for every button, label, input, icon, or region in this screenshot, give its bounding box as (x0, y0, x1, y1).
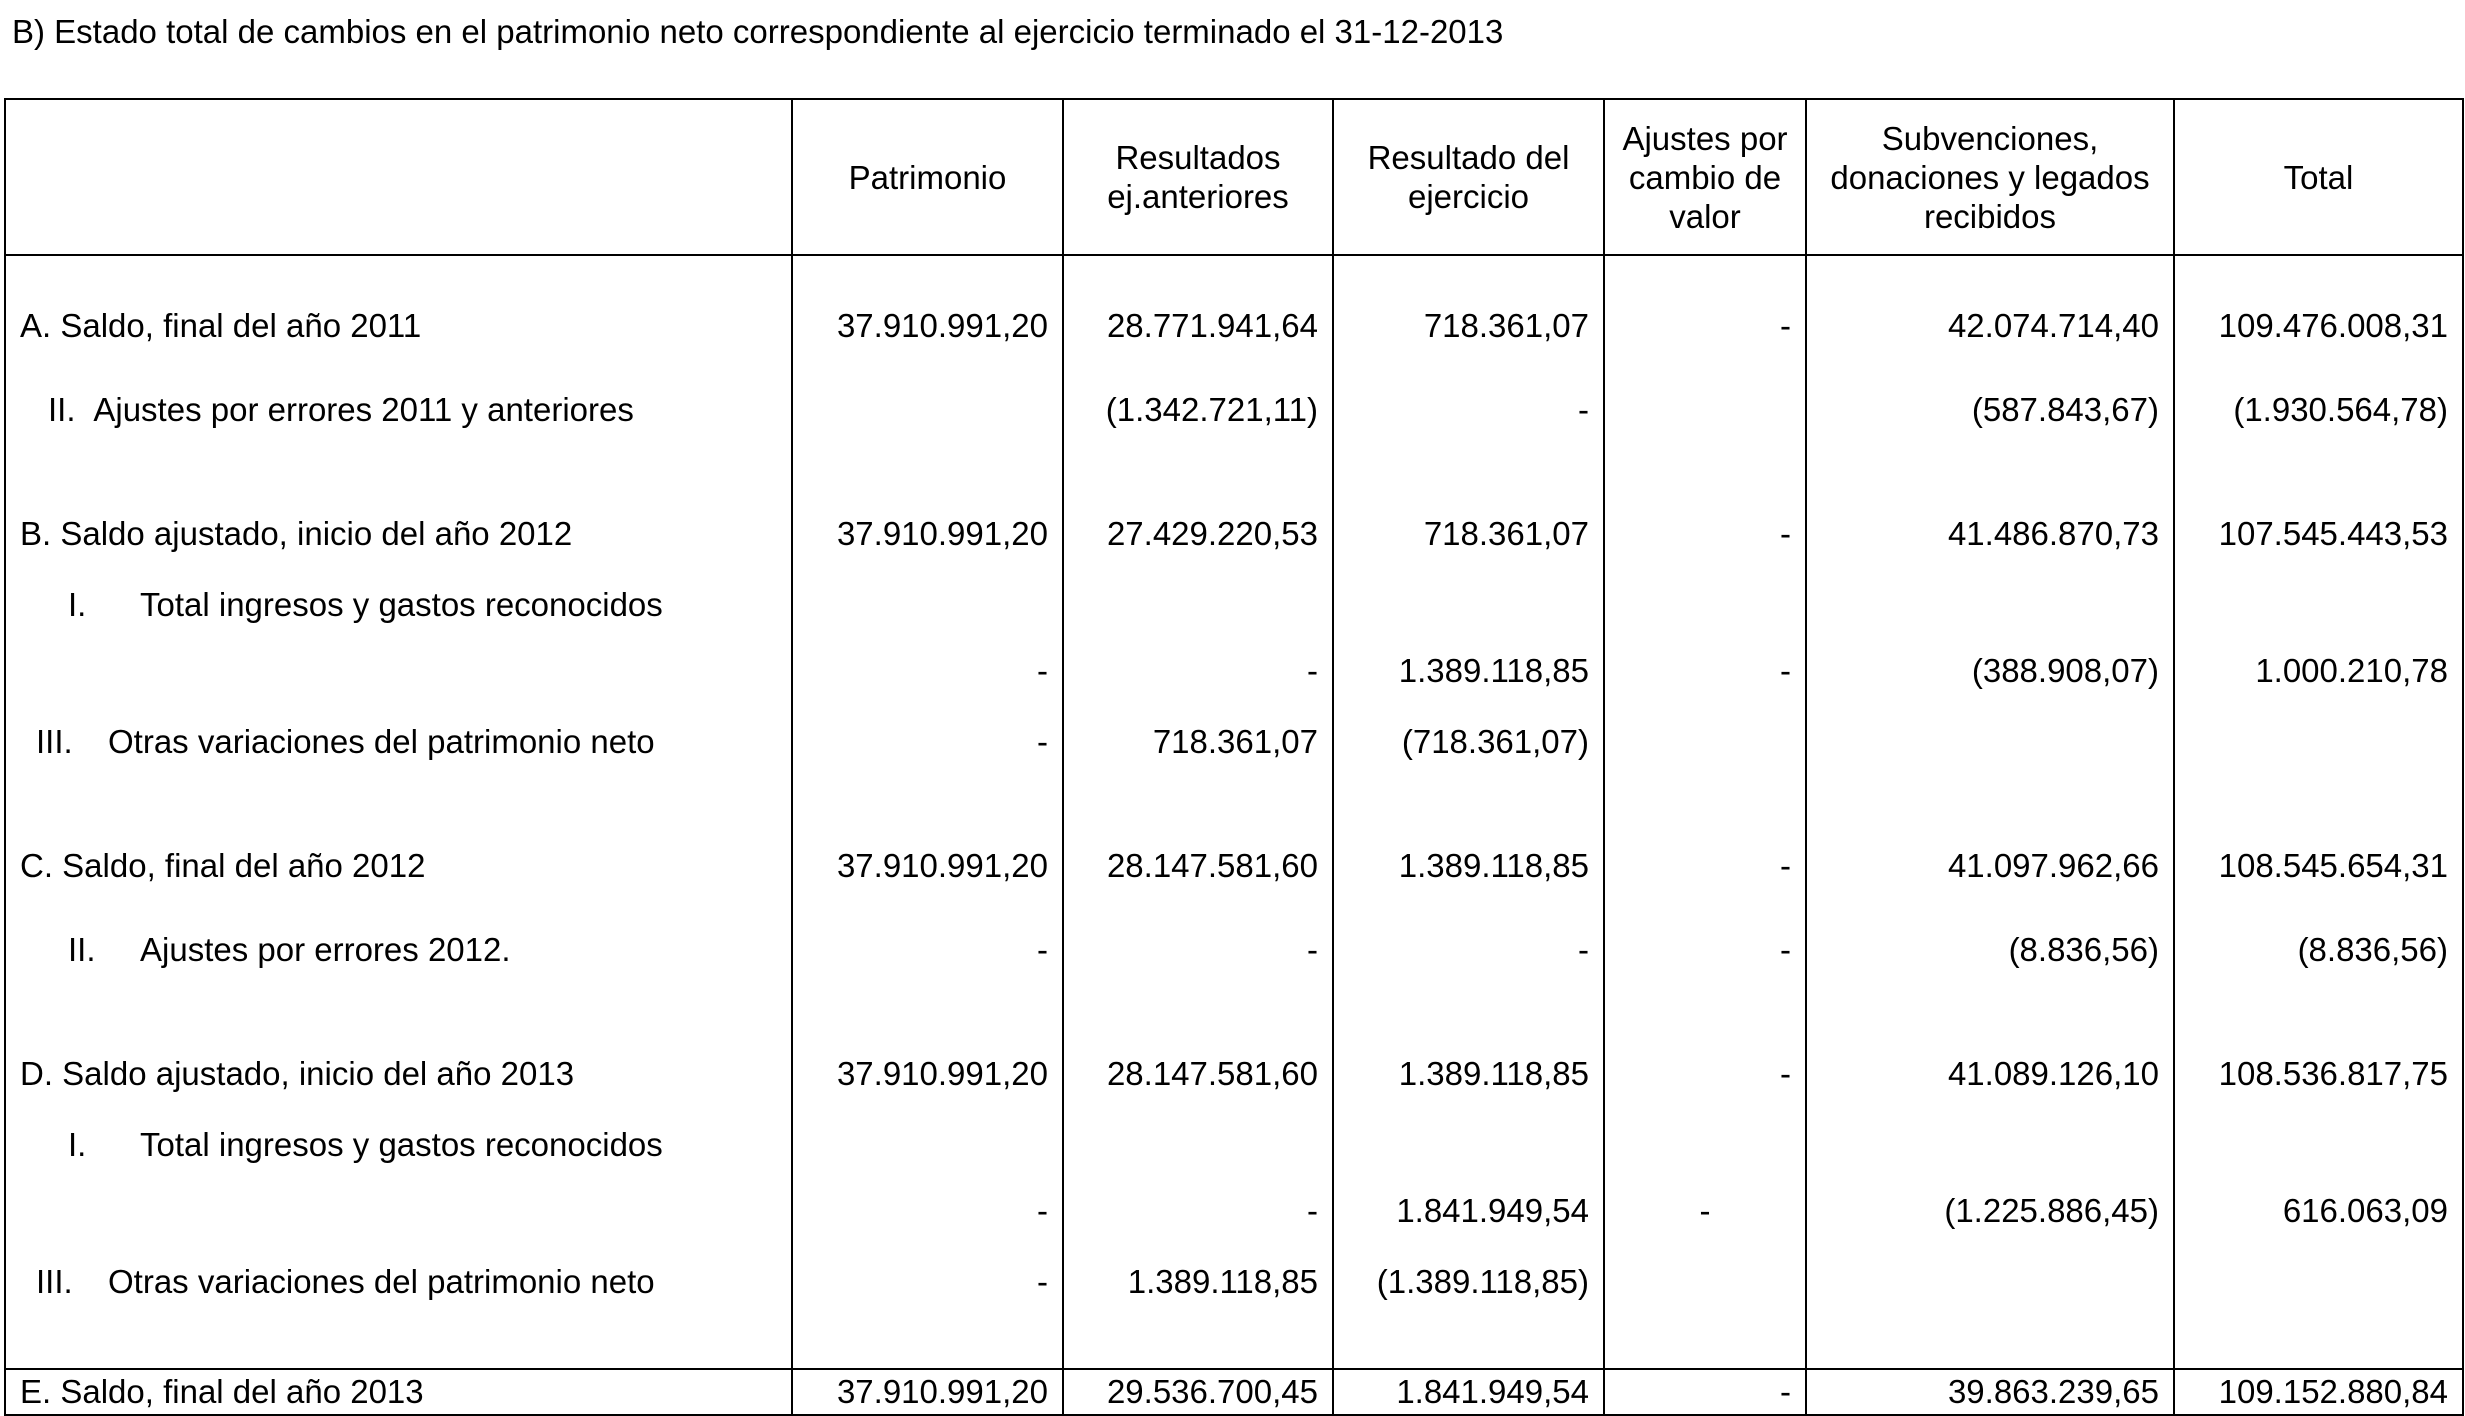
row-label: B. Saldo ajustado, inicio del año 2012 (5, 492, 792, 576)
cell-ajustes (1604, 700, 1806, 784)
row-roman: I. (68, 586, 87, 623)
cell-ajustes (1604, 368, 1806, 452)
cell-total (2174, 700, 2463, 784)
cell-ajustes: - (1604, 1369, 1806, 1415)
cell-patrimonio: 37.910.991,20 (792, 492, 1063, 576)
cell-subvenciones: 41.089.126,10 (1806, 1032, 2174, 1116)
cell-ajustes: - (1604, 908, 1806, 992)
cell-ajustes (1604, 1240, 1806, 1324)
cell-patrimonio: - (792, 1116, 1063, 1240)
cell-patrimonio (792, 368, 1063, 452)
cell-resultado-ejercicio: 718.361,07 (1333, 492, 1604, 576)
row-label: D. Saldo ajustado, inicio del año 2013 (5, 1032, 792, 1116)
cell-ajustes: - (1604, 824, 1806, 908)
row-label: Ajustes por errores 2011 y anteriores (93, 391, 634, 428)
cell-resultado-ejercicio: 1.841.949,54 (1333, 1116, 1604, 1240)
cell-ajustes: - (1604, 576, 1806, 700)
cell-resultado-ejercicio: - (1333, 908, 1604, 992)
cell-total: 108.545.654,31 (2174, 824, 2463, 908)
header-resultados-anteriores: Resultados ej.anteriores (1063, 99, 1333, 255)
row-roman: I. (68, 1126, 87, 1163)
cell-total: 616.063,09 (2174, 1116, 2463, 1240)
cell-resultado-ejercicio: 1.389.118,85 (1333, 824, 1604, 908)
cell-total: 1.000.210,78 (2174, 576, 2463, 700)
table-row (5, 1116, 2463, 1240)
header-concept (5, 99, 792, 255)
header-ajustes-cambio-valor: Ajustes por cambio de valor (1604, 99, 1806, 255)
row-label: A. Saldo, final del año 2011 (5, 284, 792, 368)
cell-subvenciones (1806, 1240, 2174, 1324)
header-total: Total (2174, 99, 2463, 255)
table-row (5, 1369, 2463, 1415)
row-label: Total ingresos y gastos reconocidos (140, 1126, 663, 1163)
cell-patrimonio: - (792, 700, 1063, 784)
cell-subvenciones: 42.074.714,40 (1806, 284, 2174, 368)
cell-subvenciones: (8.836,56) (1806, 908, 2174, 992)
row-label: C. Saldo, final del año 2012 (5, 824, 792, 908)
equity-changes-table (4, 98, 2464, 1416)
statement-title: B) Estado total de cambios en el patrimonio neto correspondiente al ejercicio terminado el 31-12-2013 (12, 13, 1504, 50)
cell-resultados-anteriores: 718.361,07 (1063, 700, 1333, 784)
cell-total: 108.536.817,75 (2174, 1032, 2463, 1116)
header-row (5, 99, 2463, 255)
table-row (5, 700, 2463, 784)
row-label-cell (5, 1116, 792, 1240)
cell-resultados-anteriores: 28.147.581,60 (1063, 1032, 1333, 1116)
cell-resultados-anteriores: 28.147.581,60 (1063, 824, 1333, 908)
cell-subvenciones: 41.097.962,66 (1806, 824, 2174, 908)
cell-ajustes: - (1604, 492, 1806, 576)
row-label: E. Saldo, final del año 2013 (5, 1369, 792, 1415)
row-roman: III. (36, 1263, 73, 1300)
cell-resultado-ejercicio: (1.389.118,85) (1333, 1240, 1604, 1324)
row-label: Total ingresos y gastos reconocidos (140, 586, 663, 623)
cell-resultados-anteriores: 29.536.700,45 (1063, 1369, 1333, 1415)
table-row (5, 492, 2463, 576)
row-label-cell (5, 908, 792, 992)
cell-resultados-anteriores: - (1063, 908, 1333, 992)
table-row (5, 368, 2463, 452)
row-roman: II. (48, 391, 76, 428)
cell-total: 107.545.443,53 (2174, 492, 2463, 576)
cell-resultados-anteriores: - (1063, 576, 1333, 700)
cell-patrimonio: - (792, 1240, 1063, 1324)
cell-subvenciones: 41.486.870,73 (1806, 492, 2174, 576)
cell-resultado-ejercicio: 1.389.118,85 (1333, 576, 1604, 700)
table-row (5, 576, 2463, 700)
row-label: Otras variaciones del patrimonio neto (108, 723, 655, 760)
header-resultado-ejercicio: Resultado del ejercicio (1333, 99, 1604, 255)
cell-ajustes: - (1604, 284, 1806, 368)
cell-patrimonio: 37.910.991,20 (792, 284, 1063, 368)
table-row (5, 1240, 2463, 1324)
cell-ajustes: - (1604, 1116, 1806, 1240)
cell-total: 109.476.008,31 (2174, 284, 2463, 368)
cell-patrimonio: 37.910.991,20 (792, 824, 1063, 908)
cell-subvenciones: 39.863.239,65 (1806, 1369, 2174, 1415)
table-row (5, 284, 2463, 368)
cell-subvenciones (1806, 700, 2174, 784)
table-row (5, 1032, 2463, 1116)
cell-total: (8.836,56) (2174, 908, 2463, 992)
cell-total (2174, 1240, 2463, 1324)
header-subvenciones: Subvenciones, donaciones y legados recibidos (1806, 99, 2174, 255)
row-roman: III. (36, 723, 73, 760)
cell-resultado-ejercicio: 1.841.949,54 (1333, 1369, 1604, 1415)
row-label-cell (5, 700, 792, 784)
cell-ajustes: - (1604, 1032, 1806, 1116)
table-row (5, 824, 2463, 908)
row-label-cell (5, 576, 792, 700)
cell-resultados-anteriores: 28.771.941,64 (1063, 284, 1333, 368)
row-label-cell (5, 368, 792, 452)
cell-patrimonio: 37.910.991,20 (792, 1032, 1063, 1116)
cell-total: (1.930.564,78) (2174, 368, 2463, 452)
cell-resultado-ejercicio: 718.361,07 (1333, 284, 1604, 368)
cell-resultado-ejercicio: (718.361,07) (1333, 700, 1604, 784)
cell-resultados-anteriores: (1.342.721,11) (1063, 368, 1333, 452)
cell-patrimonio: - (792, 576, 1063, 700)
row-label-cell (5, 1240, 792, 1324)
cell-subvenciones: (587.843,67) (1806, 368, 2174, 452)
cell-subvenciones: (1.225.886,45) (1806, 1116, 2174, 1240)
row-label: Ajustes por errores 2012. (140, 931, 511, 968)
row-roman: II. (68, 931, 96, 968)
row-label: Otras variaciones del patrimonio neto (108, 1263, 655, 1300)
cell-resultado-ejercicio: - (1333, 368, 1604, 452)
cell-subvenciones: (388.908,07) (1806, 576, 2174, 700)
cell-patrimonio: 37.910.991,20 (792, 1369, 1063, 1415)
cell-resultado-ejercicio: 1.389.118,85 (1333, 1032, 1604, 1116)
table-row (5, 908, 2463, 992)
cell-resultados-anteriores: - (1063, 1116, 1333, 1240)
cell-total: 109.152.880,84 (2174, 1369, 2463, 1415)
cell-resultados-anteriores: 1.389.118,85 (1063, 1240, 1333, 1324)
header-patrimonio: Patrimonio (792, 99, 1063, 255)
cell-resultados-anteriores: 27.429.220,53 (1063, 492, 1333, 576)
cell-patrimonio: - (792, 908, 1063, 992)
